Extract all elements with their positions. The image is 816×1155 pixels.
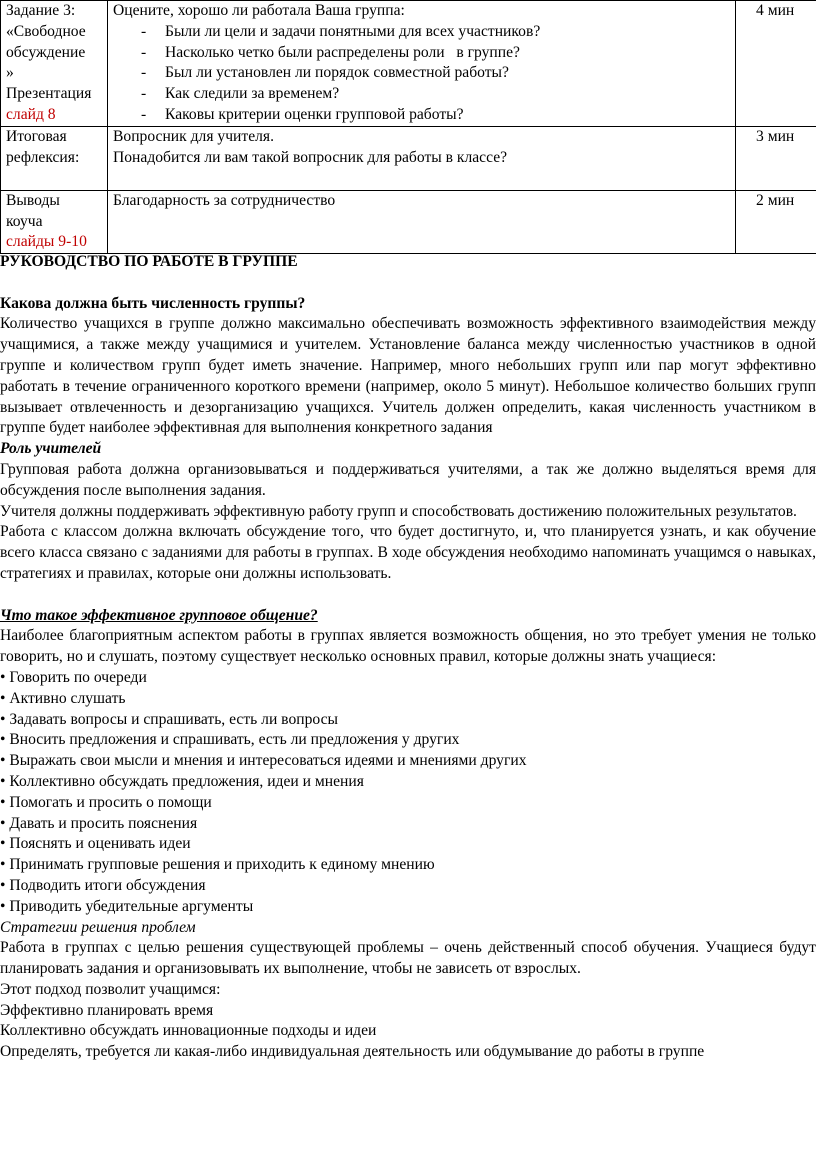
cell-line: Вопросник для учителя. [113,127,274,145]
stage-line: Итоговая [6,127,67,145]
stage-line: Задание 3: [6,2,76,19]
stage-cell [1,190,108,253]
table-row [1,126,816,190]
stage-line: коуча [6,212,43,230]
paragraph-strategy: Работа в группах с целью решения существующей проблемы – очень действенный способ обучения. Учащиеся будут планировать задания и организовывать их выполнение, чтобы не зависеть от взрослых. [0,939,816,978]
time-cell: 3 мин [736,126,816,190]
list-item: - Каковы критерии оценки групповой работы? [141,105,731,126]
strategy-list [0,1001,816,1063]
stage-cell [1,1,108,127]
cell-intro: Оцените, хорошо ли работала Ваша группа: [113,2,405,19]
table-row [1,1,816,127]
guide-title: РУКОВОДСТВО ПО РАБОТЕ В ГРУППЕ [0,253,298,270]
content-cell [108,190,736,253]
list-item: Определять, требуется ли какая-либо индивидуальная деятельность или обдумывание до работы в группе [0,1043,705,1061]
paragraph-role-1: Групповая работа должна организовываться и поддерживаться учителями, а так же должно выделяться время для обсуждения после выполнения задания. [0,460,816,499]
section-heading-role: Роль учителей [0,440,102,458]
stage-slide: слайд 8 [6,105,56,123]
list-item: - Были ли цели и задачи понятными для всех участников? [141,22,731,43]
list-item: • Говорить по очереди [0,668,147,686]
stage-line: Презентация [6,85,92,103]
list-item: • Активно слушать [0,689,126,707]
paragraph-role-2: Учителя должны поддерживать эффективную работу групп и способствовать достижению положительных результатов. [0,502,797,520]
list-item: • Помогать и просить о помощи [0,793,212,811]
paragraph-role-3: Работа с классом должна включать обсуждение того, что будет достигнуто, и, что планируется узнать, и как обучение всего класса связано с заданиями для работы в группах. В ходе обсуждения необходимо напоминать учащимся о навыках, стратегиях и правилах, которые они должны использовать. [0,523,816,582]
cell-line: Благодарность за сотрудничество [113,191,336,209]
stage-line: «Свободное [6,22,86,40]
content-cell [108,1,736,127]
list-item: - Как следили за временем? [141,84,731,105]
list-item: - Был ли установлен ли порядок совместной работы? [141,63,731,84]
time-cell: 2 мин [736,190,816,253]
list-item: • Коллективно обсуждать предложения, идеи и мнения [0,772,364,790]
list-item: - Насколько четко были распределены роли в группе? [141,43,731,64]
section-heading-size: Какова должна быть численность группы? [0,294,306,312]
stage-line: Выводы [6,191,60,209]
list-item: • Пояснять и оценивать идеи [0,835,191,853]
rules-list [0,668,816,918]
list-item: • Вносить предложения и спрашивать, есть ли предложения у других [0,731,460,749]
stage-line: обсуждение [6,43,86,61]
content-cell [108,126,736,190]
list-item: Эффективно планировать время [0,1001,214,1019]
stage-line: » [6,64,14,82]
lesson-plan-table [0,0,816,254]
question-list [113,22,731,126]
time-cell: 4 мин [736,1,816,127]
cell-line: Понадобится ли вам такой вопросник для работы в классе? [113,148,508,166]
paragraph-communication: Наиболее благоприятным аспектом работы в группах является возможность общения, но это требует умения не только говорить, но и слушать, поэтому существует несколько основных правил, которые должны знать учащиеся: [0,627,816,666]
stage-cell [1,126,108,190]
paragraph-size: Количество учащихся в группе должно максимально обеспечивать возможность эффективного взаимодействия между учащимися, а также между учащимися и учителем. Установление баланса между численностью участников в одной группе и количеством групп будет иметь значение. Например, много небольших групп или пар могут эффективно работать в течение ограниченного короткого времени (например, около 5 минут). Небольшое количество больших групп вызывает отвлеченность и дезорганизацию учащихся. Учитель должен определить, какая численность участником в группе будет наиболее эффективная для выполнения конкретного задания [0,315,816,437]
guide-section [0,252,816,1063]
section-heading-strategy: Стратегии решения проблем [0,918,196,936]
list-item: • Выражать свои мысли и мнения и интересоваться идеями и мнениями других [0,752,527,770]
stage-line: рефлексия: [6,148,80,166]
strategy-intro: Этот подход позволит учащимся: [0,980,221,998]
list-item: • Давать и просить пояснения [0,814,198,832]
list-item: • Подводить итоги обсуждения [0,876,206,894]
stage-slide: слайды 9-10 [6,233,87,251]
section-heading-communication: Что такое эффективное групповое общение? [0,606,318,624]
list-item: Коллективно обсуждать инновационные подходы и идеи [0,1022,377,1040]
list-item: • Задавать вопросы и спрашивать, есть ли вопросы [0,710,338,728]
table-row [1,190,816,253]
list-item: • Принимать групповые решения и приходить к единому мнению [0,856,435,874]
list-item: • Приводить убедительные аргументы [0,897,254,915]
